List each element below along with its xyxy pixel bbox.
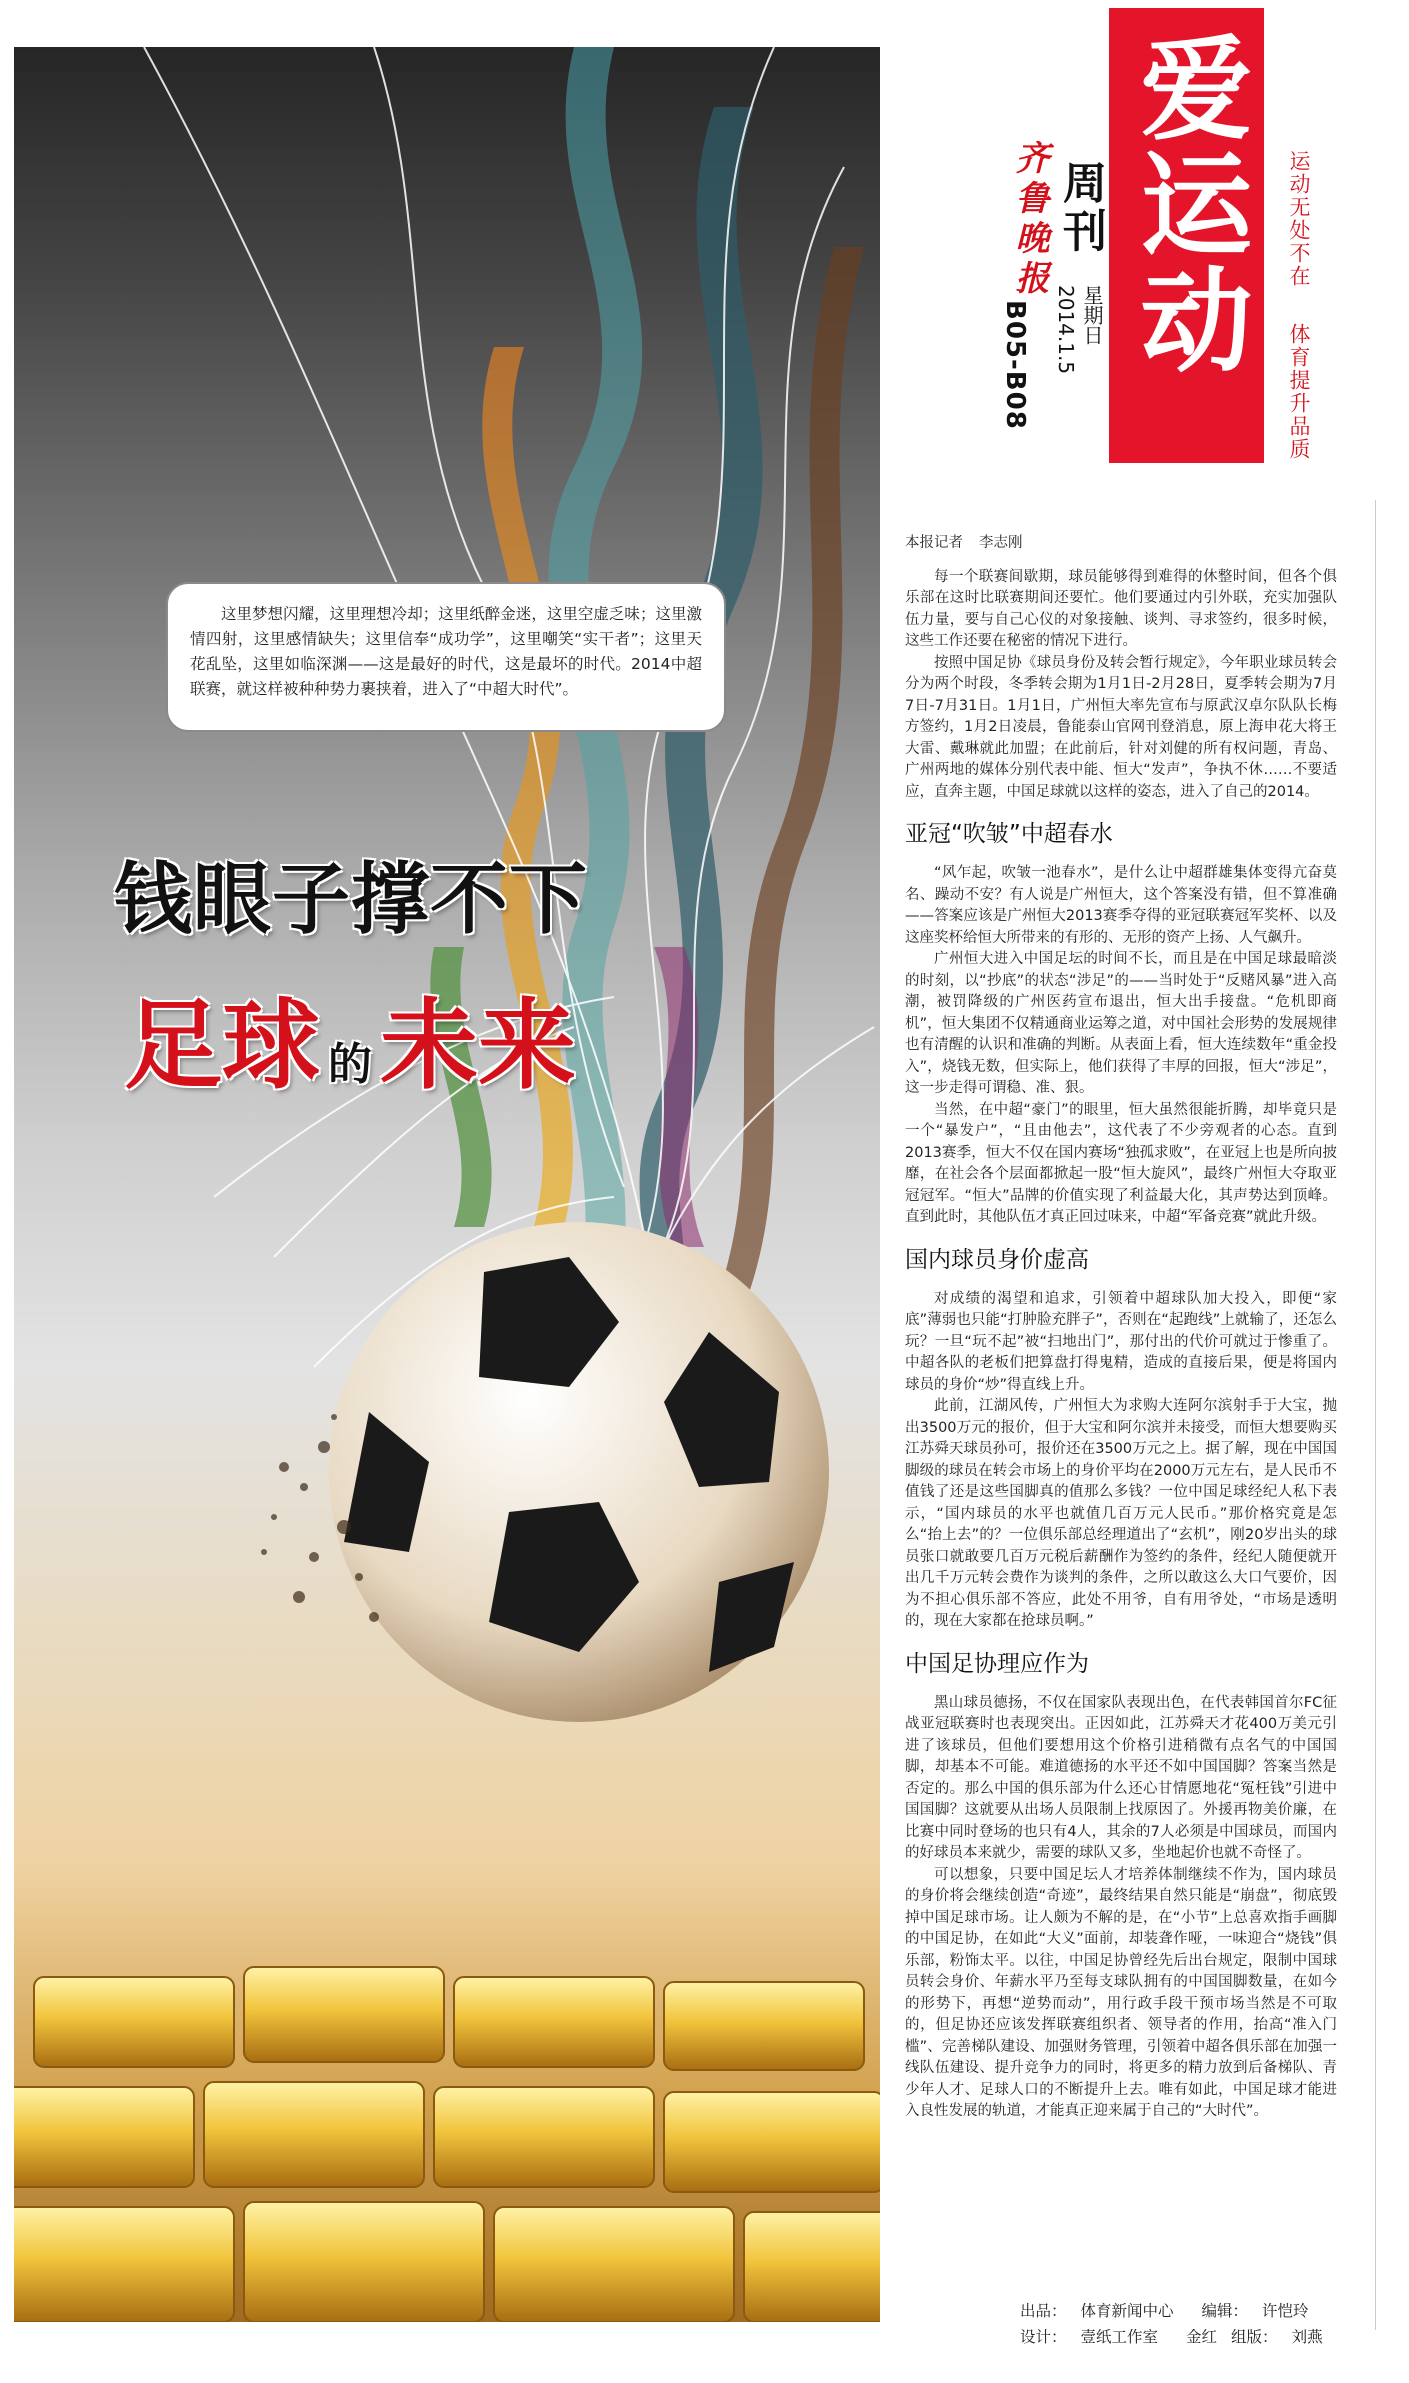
headline-word-football: 足球 [124,989,321,1103]
article-body [905,533,1337,2123]
cover-poster [14,47,880,2322]
layout-label: 组版： 刘燕 [1231,2328,1323,2346]
section-heading: 国内球员身价虚高 [905,1246,1089,1273]
byline [905,533,1337,555]
issue-date-value: 2014.1.5 [1054,285,1078,375]
section-paragraph: 此前，江湖风传，广州恒大为求购大连阿尔滨射手于大宝，抛出3500万元的报价，但于大宝和阿尔滨并未接受，而恒大想要购买江苏舜天球员孙可，报价还在3500万元之上。据了解，现在中国国脚级的球员在转会市场上的身价平均在2000万元左右，是人民币不值钱了还是这些国脚真的值那么多钱？一位中国足球经纪人私下表示，“国内球员的水平也就值几百万元人民币。”那价格究竟是怎么“抬上去”的？一位俱乐部总经理道出了“玄机”，刚20岁出头的球员张口就敢要几百万元税后薪酬作为签约的条件，经纪人随便就开出几千万元转会费作为谈判的条件，之所以敢这么大口气要价，因为不担心俱乐部不答应，此处不用爷，自有用爷处，“市场是透明的，现在大家都在抢球员啊。” [905,1398,1337,1629]
poster-artwork [14,47,880,2322]
intro-paragraph: 按照中国足协《球员身份及转会暂行规定》，今年职业球员转会分为两个时段，冬季转会期为1月1日-2月28日，夏季转会期为7月7日-7月31日。1月1日，广州恒大率先宣布与原武汉卓尔队队长梅方签约，1月2日凌晨，鲁能泰山官网刊登消息，原上海申花大将王大雷、戴琳就此加盟；在此前后，针对刘健的所有权问题，青岛、广州两地的媒体分别代表中能、恒大“发声”，争执不休……不要适应，直奔主题，中国足球就以这样的姿态，进入了自己的2014。 [905,654,1337,800]
section-slogan [1284,150,1314,487]
design-label: 设计： 壹纸工作室 [1020,2328,1159,2346]
newspaper-brand-logo: 齐鲁晚报 [1009,140,1049,300]
editor-label: 编辑： 许恺玲 [1201,2302,1309,2320]
byline-author: 李志刚 [979,535,1023,551]
headline-particle: 的 [328,1039,373,1090]
issue-date [1053,285,1105,374]
page-range: B05-B08 [1000,300,1030,430]
section-paragraph: 广州恒大进入中国足坛的时间不长，而且是在中国足球最暗淡的时刻，以“抄底”的状态“涉足”的——当时处于“反赌风暴”进入高潮，被罚降级的广州医药宣布退出，恒大出手接盘。“危机即商机”，恒大集团不仅精通商业运筹之道，对中国社会形势的发展规律也有清醒的认识和准确的判断。从表面上看，恒大连续数年“重金投入”，烧钱无数，但实际上，他们获得了丰厚的回报，恒大“涉足”，这一步走得可谓稳、准、狠。 [905,951,1337,1096]
column-divider [1375,500,1376,2330]
section-heading: 中国足协理应作为 [905,1650,1089,1677]
headline-line-1: 钱眼子撑不下 [114,855,589,945]
section-paragraph: 可以想象，只要中国足坛人才培养体制继续不作为，国内球员的身价将会继续创造“奇迹”，最终结果自然只能是“崩盘”，彻底毁掉中国足球市场。让人颇为不解的是，在“小节”上总喜欢指手画脚的中国足协，在如此“大义”面前，却装聋作哑，一味迎合“烧钱”俱乐部，粉饰太平。以往，中国足协曾经先后出台规定，限制中国球员转会身价、年薪水平乃至每支球队拥有的中国国脚数量，在如今的形势下，再想“逆势而动”，用行政手段干预市场当然是不可取的，但足协还应该发挥联赛组织者、领导者的作用，抬高“准入门槛”、完善梯队建设、加强财务管理，引领着中超各俱乐部在加强一线队伍建设、提升竞争力的同时，将更多的精力放到后备梯队、青少年人才、足球人口的不断提升上去。唯有如此，中国足球才能进入良性发展的轨道，才能真正迎来属于自己的“大时代”。 [905,1866,1337,2119]
headline-line-2 [124,967,576,1108]
slogan-line-2: 体育提升品质 [1287,322,1311,461]
credits [1020,2298,1400,2350]
credits-line-2 [1020,2324,1400,2350]
design-person: 金红 [1186,2328,1218,2346]
intro-speech-bubble: 这里梦想闪耀，这里理想冷却；这里纸醉金迷，这里空虚乏味；这里激情四射，这里感情缺失；这里信奉“成功学”，这里嘲笑“实干者”；这里天花乱坠，这里如临深渊——这是最好的时代，这是最坏的时代。2014中超联赛，就这样被种种势力裹挟着，进入了“中超大时代”。 [166,582,726,732]
headline-word-future: 未来 [380,989,577,1103]
byline-label: 本报记者 [905,535,963,551]
issue-weekday: 星期日 [1080,285,1104,345]
section-paragraph: “风乍起，吹皱一池春水”，是什么让中超群雄集体变得亢奋莫名、躁动不安？有人说是广州恒大，这个答案没有错，但不算准确——答案应该是广州恒大2013赛季夺得的亚冠联赛冠军奖杯、以及这座奖杯给恒大所带来的有形的、无形的资产上扬、人气飙升。 [905,865,1337,946]
section-paragraph: 对成绩的渴望和追求，引领着中超球队加大投入，即便“家底”薄弱也只能“打肿脸充胖子”，否则在“起跑线”上就输了，还怎么玩？一旦“玩不起”被“扫地出门”，那付出的代价可就过于惨重了。中超各队的老板们把算盘打得鬼精，造成的直接后果，便是将国内球员的身价“炒”得直线上升。 [905,1290,1337,1393]
section-heading: 亚冠“吹皱”中超春水 [905,821,1113,847]
weekly-label: 周刊 [1055,160,1106,256]
section-paragraph: 黑山球员德扬，不仅在国家队表现出色，在代表韩国首尔FC征战亚冠联赛时也表现突出。正因如此，江苏舜天才花400万美元引进了该球员，但他们要想用这个价格引进稍微有点名气的中国国脚，却基本不可能。难道德扬的水平还不如中国国脚？答案当然是否定的。那么中国的俱乐部为什么还心甘情愿地花“冤枉钱”引进中国国脚？这就要从出场人员限制上找原因了。外援再物美价廉，在比赛中同时登场的也只有4人，其余的7人必须是中国球员，而国内的好球员本来就少，需要的球队又多，坐地起价也就不奇怪了。 [905,1694,1337,1861]
section-title: 爱运动 [1122,30,1252,378]
intro-paragraph: 每一个联赛间歇期，球员能够得到难得的休整时间，但各个俱乐部在这时比联赛期间还要忙。他们要通过内引外联，充实加强队伍力量，要与自己心仪的对象接触、谈判、寻求签约，很多时候，这些工作还要在秘密的情况下进行。 [905,568,1337,649]
credits-line-1 [1020,2298,1400,2324]
producer-label: 出品： 体育新闻中心 [1020,2302,1174,2320]
slogan-line-1: 运动无处不在 [1287,150,1311,288]
section-paragraph: 当然，在中超“豪门”的眼里，恒大虽然很能折腾，却毕竟只是一个“暴发户”，“且由他去”，这代表了不少旁观者的心态。直到2013赛季，恒大不仅在国内赛场“独孤求败”，在亚冠上也是所向披靡，在社会各个层面都掀起一股“恒大旋风”，最终广州恒大夺取亚冠冠军。“恒大”品牌的价值实现了利益最大化，其声势达到顶峰。直到此时，其他队伍才真正回过味来，中超“军备竞赛”就此升级。 [905,1101,1337,1225]
